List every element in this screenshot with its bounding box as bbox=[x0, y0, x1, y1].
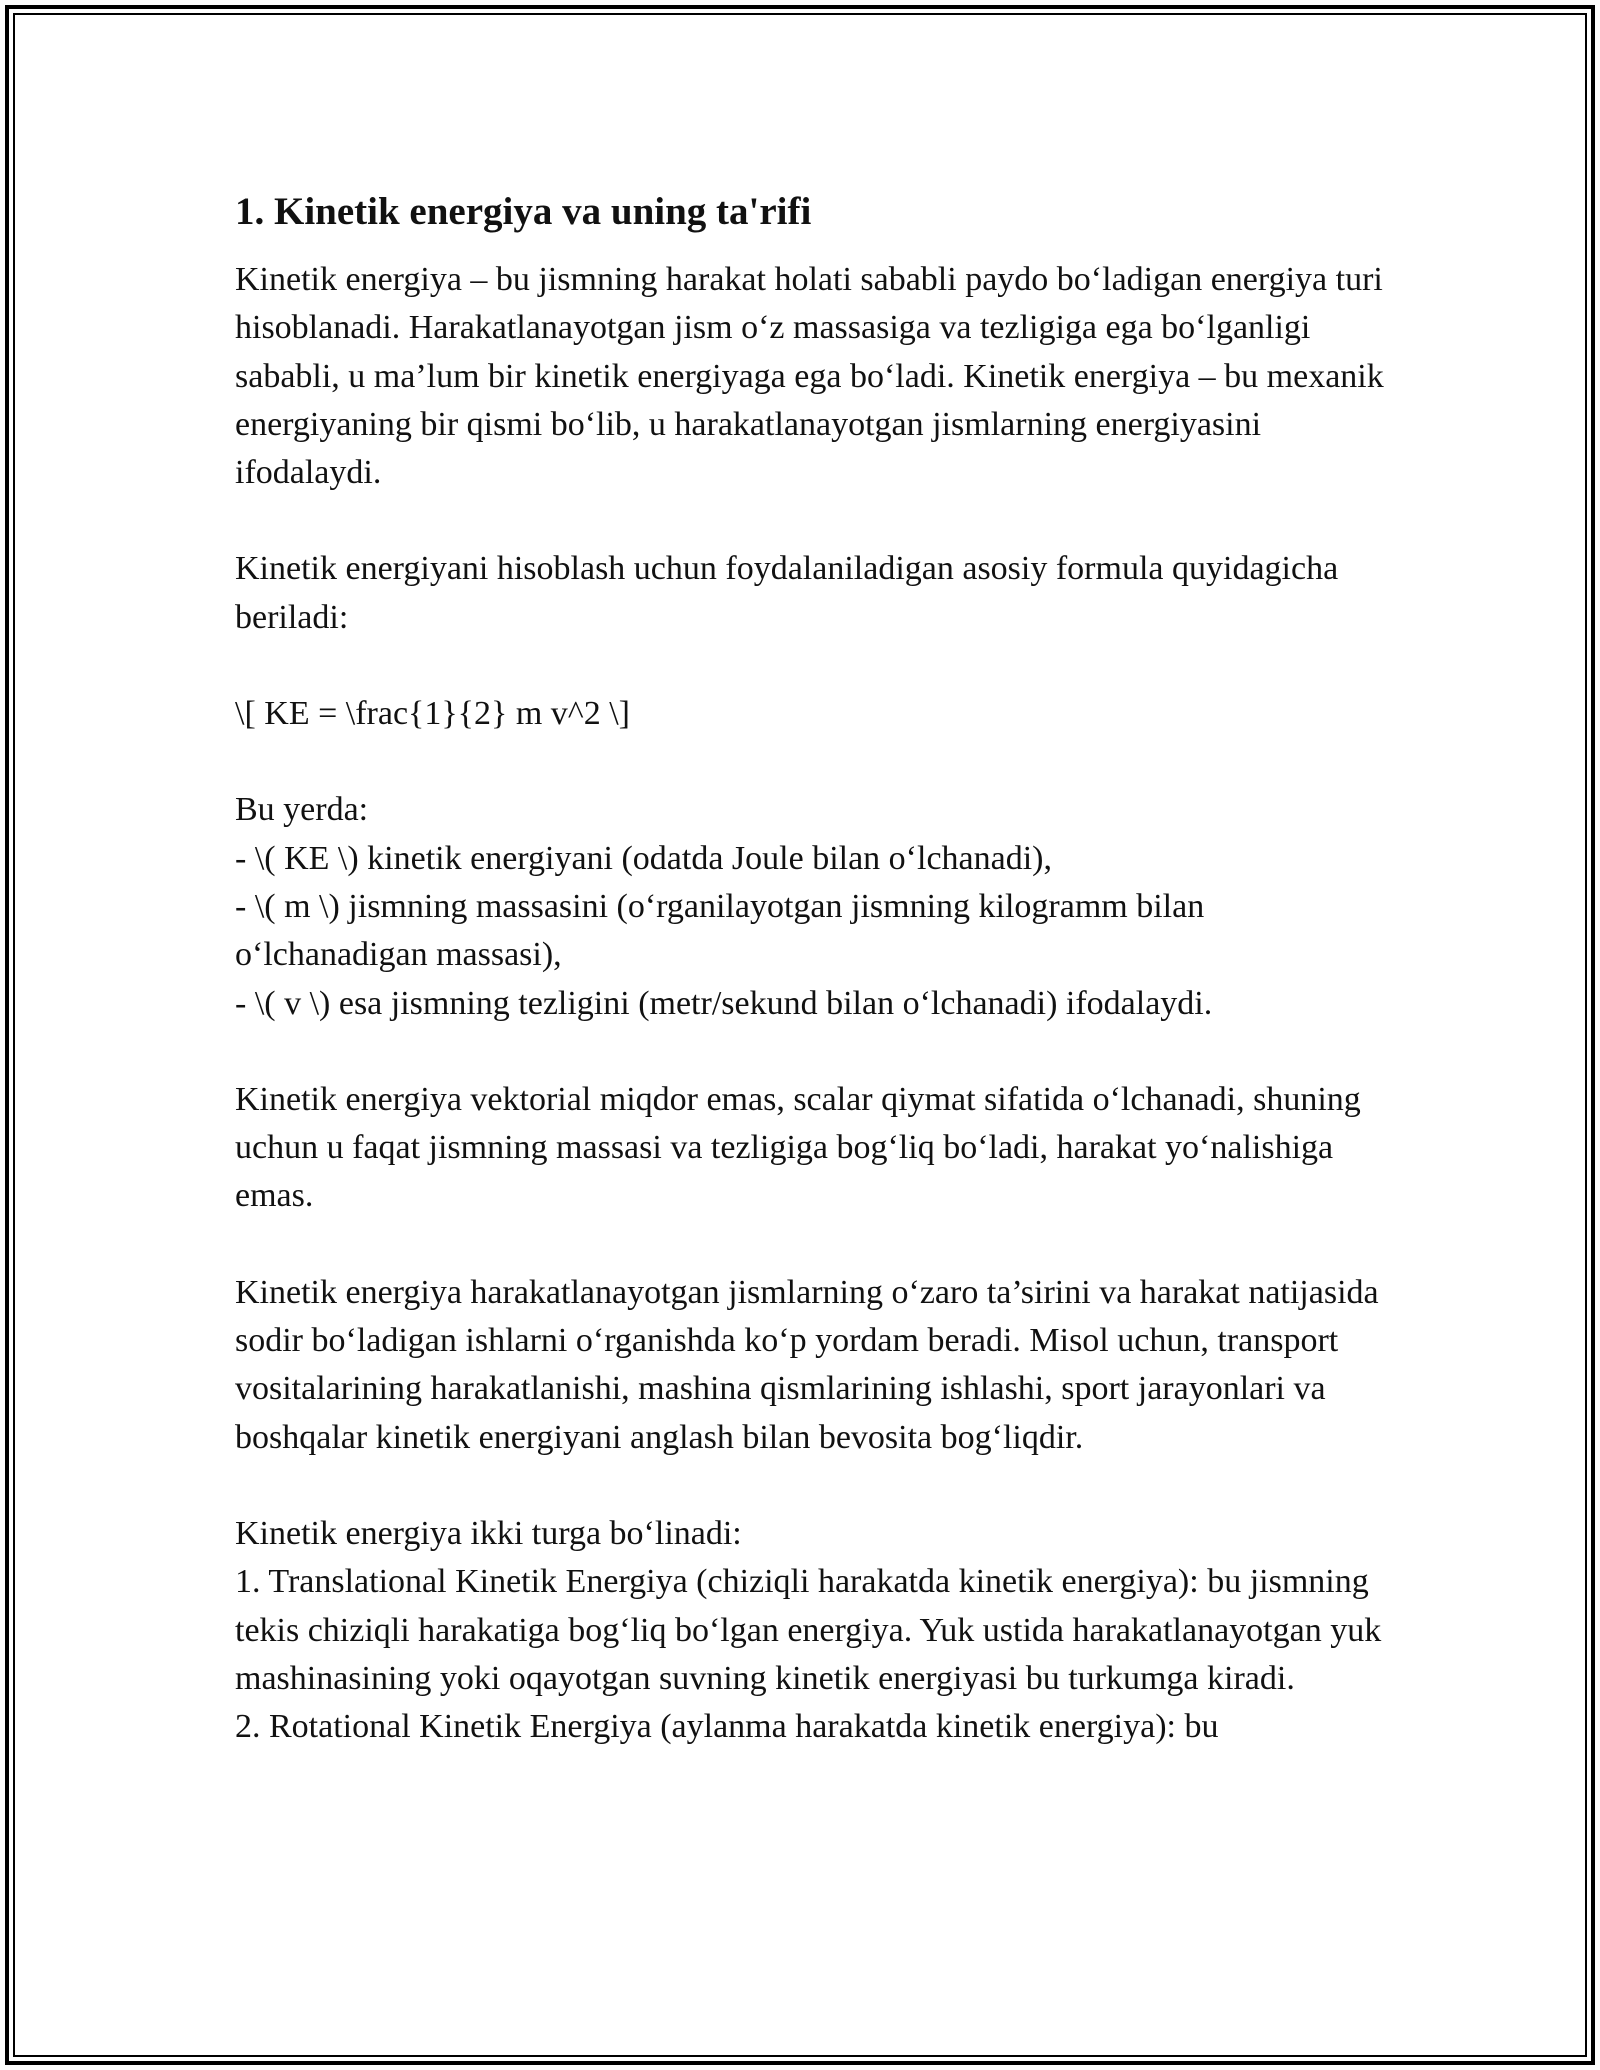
type-item-translational: 1. Translational Kinetik Energiya (chiziqli harakatda kinetik energiya): bu jismning tekis chiziqli harakatiga bog‘liq bo‘lgan energiya. Yuk ustida harakatlanayotgan yuk mashinasining yoki oqayotgan suvning kinetik energiyasi bu turkumga kiradi. bbox=[235, 1563, 1382, 1697]
intro-paragraph: Kinetik energiya – bu jismning harakat holati sababli paydo bo‘ladigan energiya turi hisoblanadi. Harakatlanayotgan jism o‘z massasiga va tezligiga ega bo‘lganligi sababli, u ma’lum bir kinetik energiyaga ega bo‘ladi. Kinetik energiya – bu mexanik energiyaning bir qismi bo‘lib, u harakatlanayotgan jismlarning energiyasini ifodalaydi. bbox=[235, 261, 1384, 492]
section-heading: 1. Kinetik energiya va uning ta'rifi bbox=[235, 190, 812, 233]
formula-line: \[ KE = \frac{1}{2} m v^2 \] bbox=[235, 695, 630, 733]
scalar-paragraph: Kinetik energiya vektorial miqdor emas, scalar qiymat sifatida o‘lchanadi, shuning uchun u faqat jismning massasi va tezligiga bog‘liq bo‘ladi, harakat yo‘nalishiga emas. bbox=[235, 1080, 1361, 1215]
where-item-ke: - \( KE \) kinetik energiyani (odatda Joule bilan o‘lchanadi), bbox=[235, 839, 1052, 877]
where-block bbox=[235, 786, 1385, 1027]
where-item-m: - \( m \) jismning massasini (o‘rganilayotgan jismning kilogramm bilan o‘lchanadigan massasi), bbox=[235, 887, 1205, 974]
where-item-v: - \( v \) esa jismning tezligini (metr/sekund bilan o‘lchanadi) ifodalaydi. bbox=[235, 984, 1213, 1022]
types-title: Kinetik energiya ikki turga bo‘linadi: bbox=[235, 1514, 742, 1552]
usage-paragraph: Kinetik energiya harakatlanayotgan jismlarning o‘zaro ta’sirini va harakat natijasida sodir bo‘ladigan ishlarni o‘rganishda ko‘p yordam beradi. Misol uchun, transport vositalarining harakatlanishi, mashina qismlarining ishlashi, sport jarayonlari va boshqalar kinetik energiyani anglash bilan bevosita bog‘liqdir. bbox=[235, 1273, 1379, 1456]
types-block bbox=[235, 1510, 1385, 1751]
formula-intro-paragraph: Kinetik energiyani hisoblash uchun foydalaniladigan asosiy formula quyidagicha beriladi: bbox=[235, 550, 1339, 636]
where-title: Bu yerda: bbox=[235, 791, 369, 829]
type-item-rotational: 2. Rotational Kinetik Energiya (aylanma harakatda kinetik energiya): bu bbox=[235, 1708, 1219, 1746]
document-body bbox=[235, 180, 1385, 1751]
